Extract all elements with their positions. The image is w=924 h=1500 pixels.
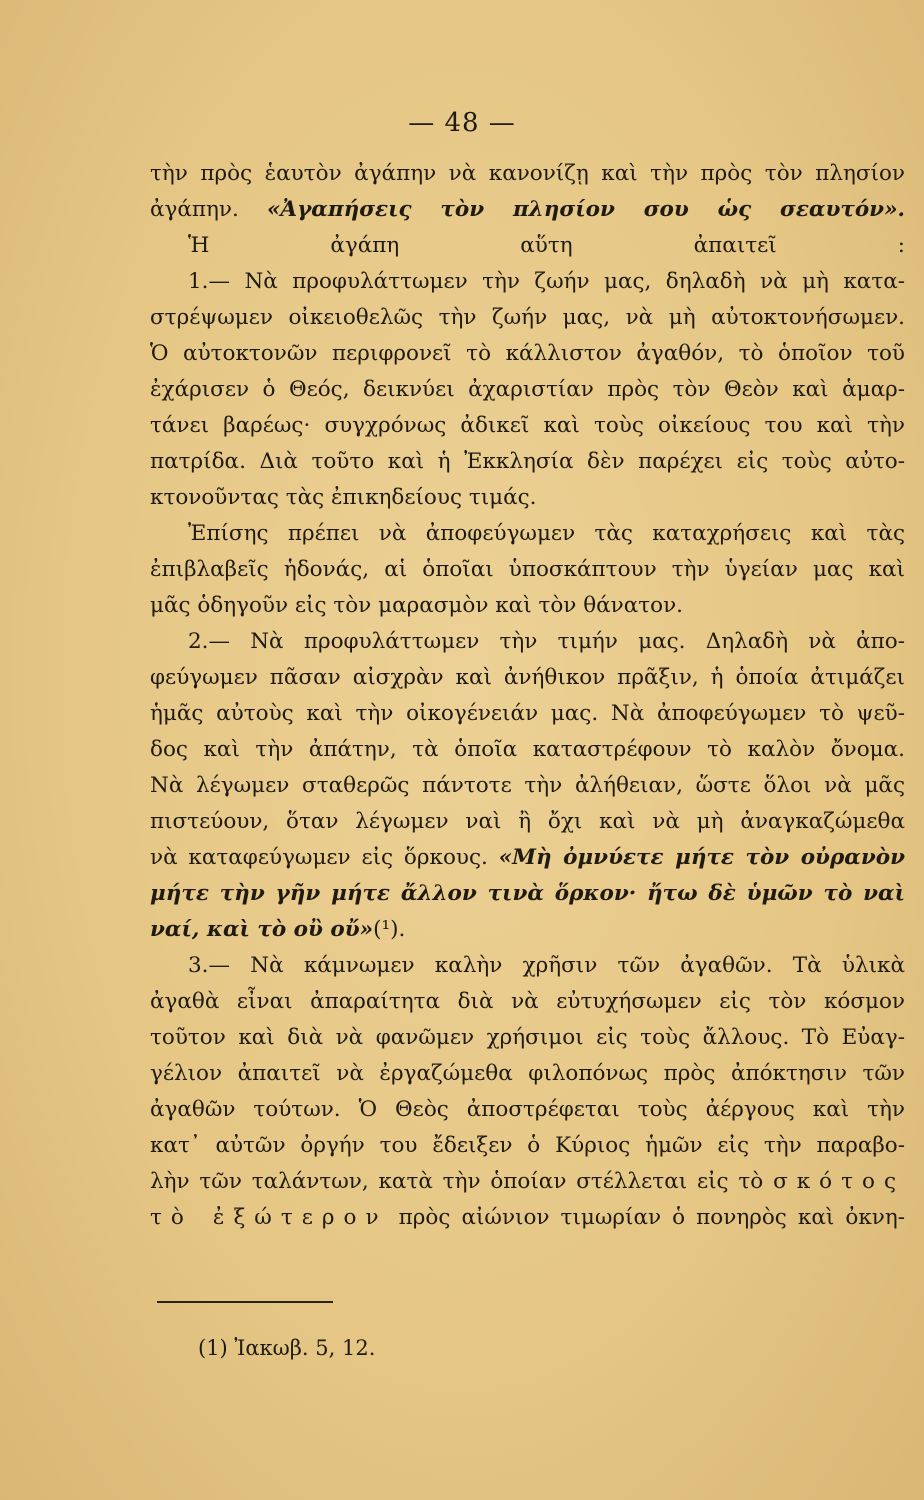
text-line [150,264,905,300]
line-text: κατ᾽ αὐτῶν ὀργήν του ἔδειξεν ὁ Κύριος ἡμῶν εἰς τὴν παραβο- [150,1133,905,1158]
text-line [150,768,905,804]
text-line [150,948,905,984]
line-text: 1.— Νὰ προφυλάττωμεν τὴν ζωήν μας, δηλαδὴ νὰ μὴ κατα- [188,269,905,294]
line-text: ἐχάρισεν ὁ Θεός, δεικνύει ἀχαριστίαν πρὸς τὸν Θεὸν καὶ ἁμαρ- [150,377,905,402]
line-text: γέλιον ἀπαιτεῖ νὰ ἐργαζώμεθα φιλοπόνως πρὸς ἀπόκτησιν τῶν [150,1061,905,1086]
line-text: τοῦτον καὶ διὰ νὰ φανῶμεν χρήσιμοι εἰς τοὺς ἄλλους. Τὸ Εὐαγ- [150,1025,905,1050]
line-text: ἡμᾶς αὐτοὺς καὶ τὴν οἰκογένειάν μας. Νὰ ἀποφεύγωμεν τὸ ψεῦ- [150,701,905,726]
line-text: φεύγωμεν πᾶσαν αἰσχρὰν καὶ ἀνήθικον πρᾶξιν, ἡ ὁποία ἀτιμάζει [150,665,905,690]
text-line [150,1020,905,1056]
text-line [150,840,905,876]
line-text: λὴν τῶν ταλάντων, κατὰ τὴν ὁποίαν στέλλεται εἰς τὸ [150,1169,774,1194]
text-line [150,588,905,624]
line-text: 3.— Νὰ κάμνωμεν καλὴν χρῆσιν τῶν ἀγαθῶν. Τὰ ὑλικὰ [188,953,905,978]
line-text: ἀγαθὰ εἶναι ἀπαραίτητα διὰ νὰ εὐτυχήσωμεν εἰς τὸν κόσμον [150,989,905,1014]
text-line [150,912,905,948]
text-line [150,660,905,696]
text-line [150,732,905,768]
quotation-text: «Ἀγαπήσεις τὸν πλησίον σου ὡς σεαυτόν». [266,197,906,222]
emphasized-text: σκότος [773,1169,905,1194]
text-line [150,480,905,516]
line-text: δος καὶ τὴν ἀπάτην, τὰ ὁποῖα καταστρέφουν τὸ καλὸν ὄνομα. [150,737,905,762]
line-text: 2.— Νὰ προφυλάττωμεν τὴν τιμήν μας. Δηλαδὴ νὰ ἀπο- [188,629,905,654]
text-line [150,876,905,912]
body-text [150,156,905,1236]
text-line [150,1200,905,1236]
line-text: Ἐπίσης πρέπει νὰ ἀποφεύγωμεν τὰς καταχρήσεις καὶ τὰς [188,521,905,546]
footnote: (1) Ἰακωβ. 5, 12. [198,1336,376,1360]
quotation-text: «Μὴ ὀμνύετε μήτε τὸν οὐρανὸν [498,845,905,870]
text-line [150,156,905,192]
line-text: Ὁ αὐτοκτονῶν περιφρονεῖ τὸ κάλλιστον ἀγαθόν, τὸ ὁποῖον τοῦ [150,341,905,366]
line-text: κτονοῦντας τὰς ἐπικηδείους τιμάς. [150,485,537,510]
text-line [150,1092,905,1128]
text-line [150,984,905,1020]
line-text: μᾶς ὁδηγοῦν εἰς τὸν μαρασμὸν καὶ τὸν θάνατον. [150,593,683,618]
line-text: ἀγαθῶν τούτων. Ὁ Θεὸς ἀποστρέφεται τοὺς ἀέργους καὶ τὴν [150,1097,905,1122]
line-text: πατρίδα. Διὰ τοῦτο καὶ ἡ Ἐκκλησία δὲν παρέχει εἰς τοὺς αὐτο- [150,449,905,474]
quotation-text: ναί, καὶ τὸ οὒ οὔ» [150,917,374,942]
line-text: Ἡ ἀγάπη αὕτη ἀπαιτεῖ : [188,233,905,258]
line-text: ἀγάπην. [150,197,267,222]
line-text: πρὸς αἰώνιον τιμωρίαν ὁ πονηρὸς καὶ ὀκνη- [387,1205,905,1230]
page-number: — 48 — [408,108,516,138]
text-line [150,372,905,408]
text-line [150,696,905,732]
text-line [150,1056,905,1092]
text-line [150,444,905,480]
footnote-separator [157,1301,333,1303]
text-line [150,336,905,372]
line-text: Νὰ λέγωμεν σταθερῶς πάντοτε τὴν ἀλήθειαν, ὥστε ὅλοι νὰ μᾶς [150,773,905,798]
text-line [150,300,905,336]
text-line [150,192,905,228]
text-line [150,552,905,588]
line-text: στρέψωμεν οἰκειοθελῶς τὴν ζωήν μας, νὰ μὴ αὐτοκτονήσωμεν. [150,305,905,330]
line-text: τάνει βαρέως· συγχρόνως ἀδικεῖ καὶ τοὺς οἰκείους του καὶ τὴν [150,413,905,438]
line-text: τὴν πρὸς ἑαυτὸν ἀγάπην νὰ κανονίζῃ καὶ τὴν πρὸς τὸν πλησίον [150,161,905,186]
text-line [150,1164,905,1200]
text-line [150,408,905,444]
line-text: πιστεύουν, ὅταν λέγωμεν ναὶ ἢ ὄχι καὶ νὰ μὴ ἀναγκαζώμεθα [150,809,905,834]
quotation-text: μήτε τὴν γῆν μήτε ἄλλον τινὰ ὅρκον· ἤτω δὲ ὑμῶν τὸ ναὶ [150,881,905,906]
text-line [150,1128,905,1164]
text-line [150,516,905,552]
text-line [150,228,905,264]
line-text: νὰ καταφεύγωμεν εἰς ὅρκους. [150,845,499,870]
emphasized-text: τὸ ἐξώτερον [150,1205,388,1230]
line-text: (¹). [373,917,406,942]
text-line [150,804,905,840]
line-text: ἐπιβλαβεῖς ἡδονάς, αἱ ὁποῖαι ὑποσκάπτουν τὴν ὑγείαν μας καὶ [150,557,905,582]
text-line [150,624,905,660]
